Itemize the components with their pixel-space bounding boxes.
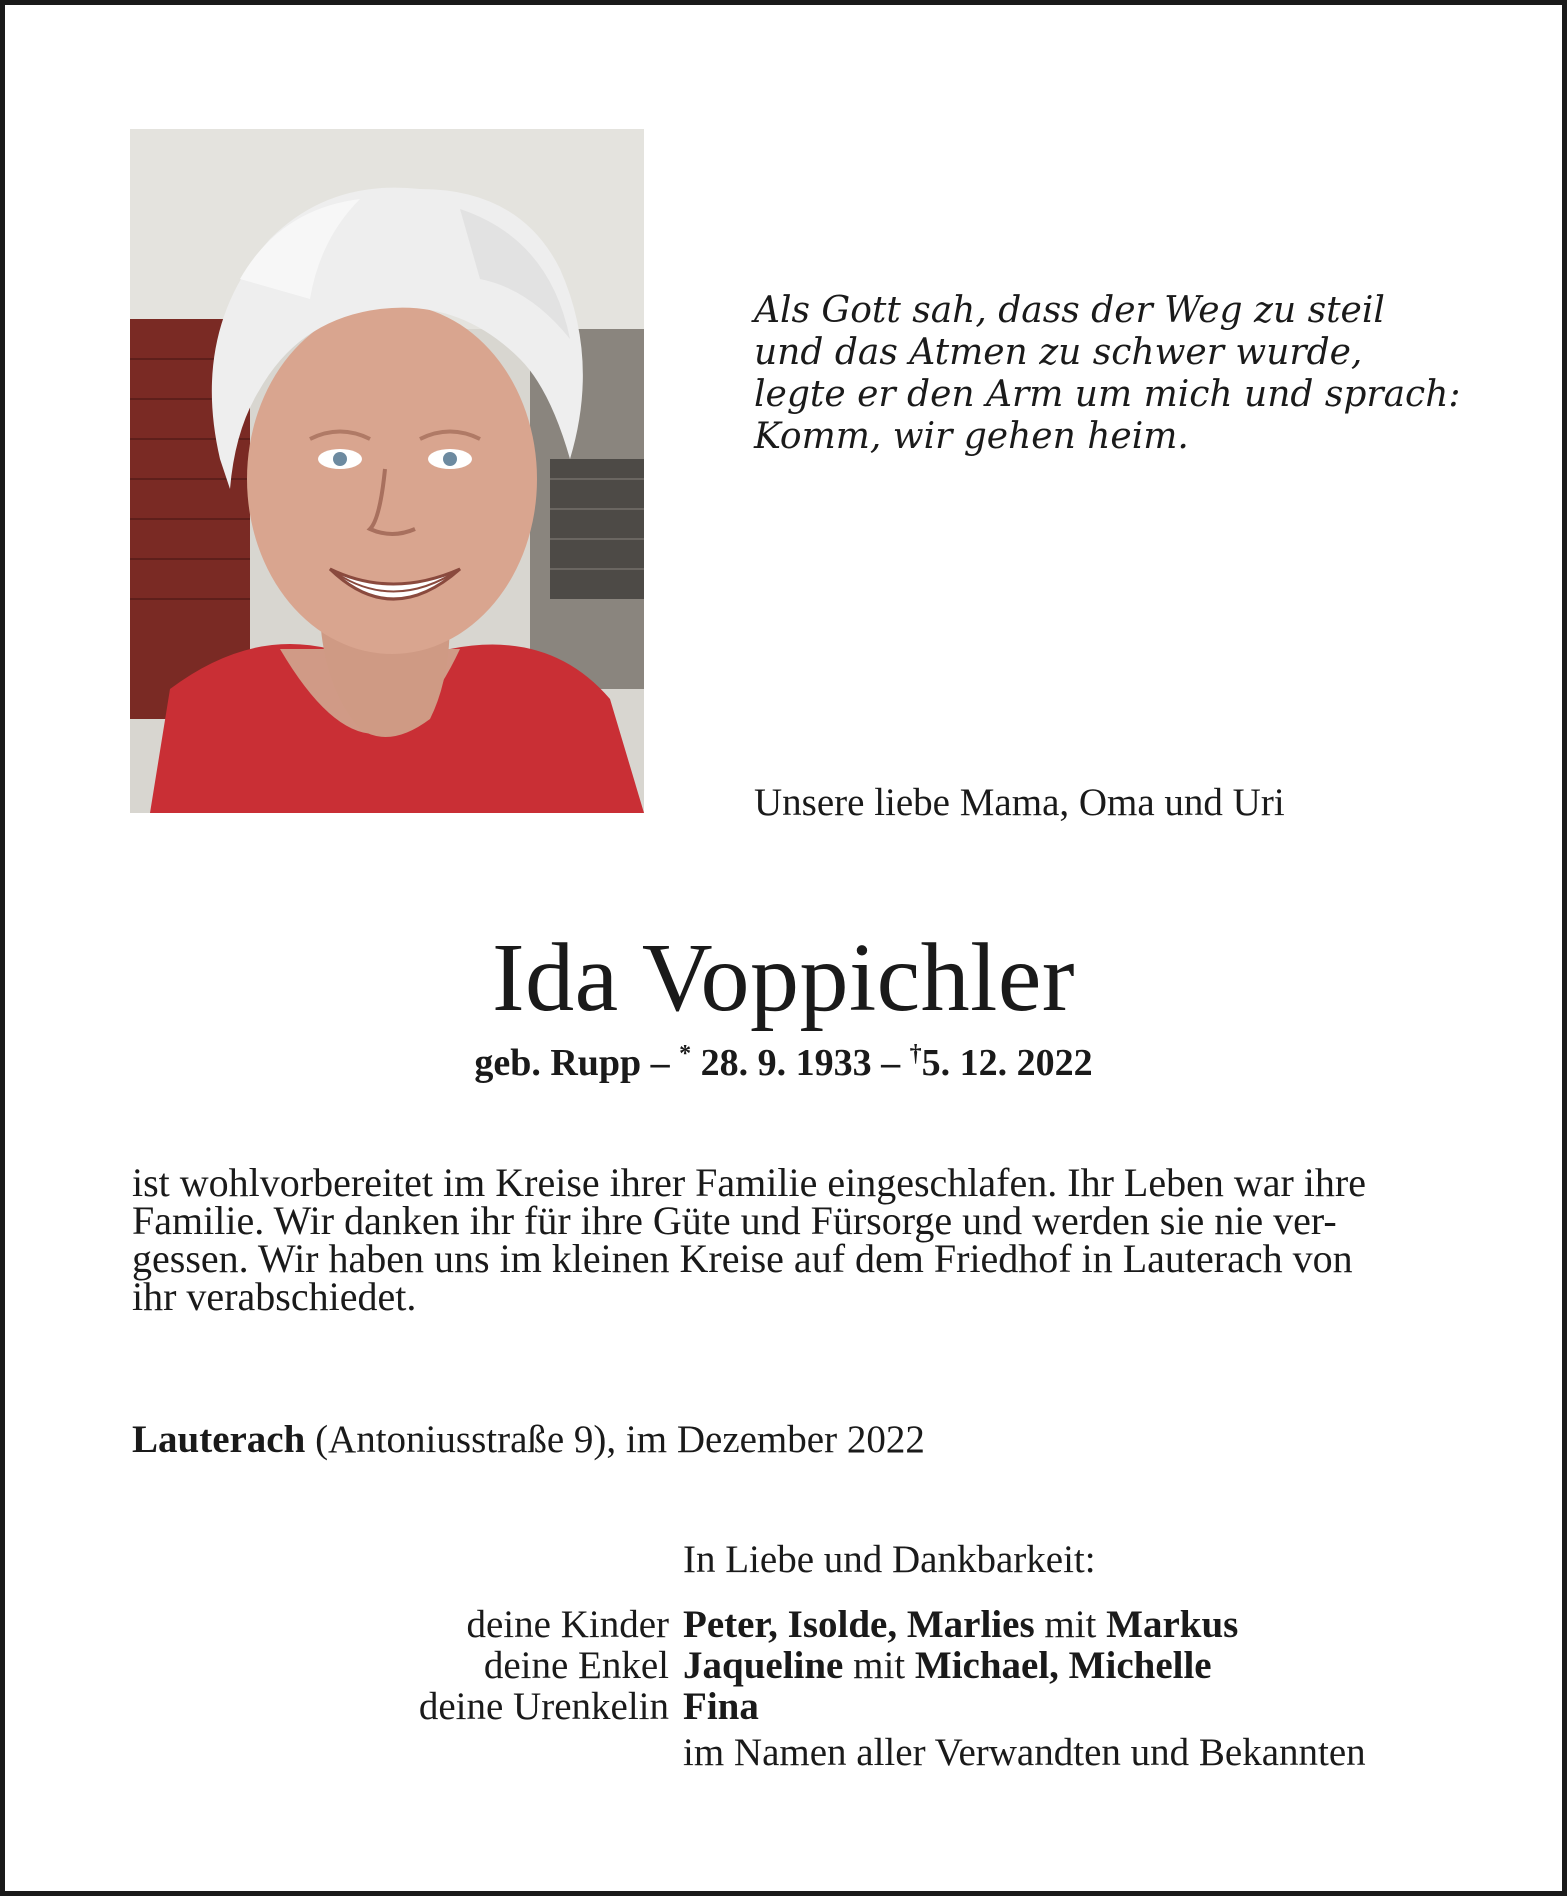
names-primary: Jaqueline [683,1644,844,1687]
family-names [683,1602,1238,1647]
closing-line: im Namen aller Verwandten und Bekannten [683,1731,1366,1774]
place-and-date [132,1417,925,1462]
thanks-line: In Liebe und Dankbarkeit: [683,1538,1096,1581]
quote-line: Komm, wir gehen heim. [754,416,1189,457]
names-primary: Fina [683,1685,759,1728]
family-list [5,1602,1562,1728]
place-address-date: (Antoniusstraße 9), im Dezember 2022 [305,1418,925,1461]
birth-symbol: * [679,1041,692,1067]
quote-block [754,290,1461,458]
life-dates [5,1041,1562,1085]
deceased-name: Ida Voppichler [491,924,1076,1032]
obituary-text [132,1160,1442,1319]
family-row-enkel [5,1643,1562,1687]
quote-line: und das Atmen zu schwer wurde, [754,332,1363,373]
names-secondary: Markus [1106,1603,1239,1646]
names-secondary: Michael, Michelle [914,1644,1212,1687]
quote-line: Als Gott sah, dass der Weg zu steil [754,290,1385,331]
family-relation: deine Enkel [483,1644,669,1687]
death-symbol: † [909,1041,922,1067]
portrait-photo [130,129,644,813]
place-town: Lauterach [132,1418,306,1461]
family-names [683,1643,1212,1688]
family-relation: deine Urenkelin [418,1685,669,1728]
quote-line: legte er den Arm um mich und sprach: [754,374,1461,415]
body-line: gessen. Wir haben uns im kleinen Kreise auf dem Friedhof in Lauterach von [132,1236,1353,1281]
birth-date: 28. 9. 1933 – [700,1042,901,1084]
maiden-name: geb. Rupp – [474,1042,670,1084]
body-line: ihr verabschiedet. [132,1274,417,1319]
names-joiner: mit [843,1644,915,1687]
family-relation: deine Kinder [466,1603,669,1646]
portrait-illustration [130,129,644,813]
family-row-urenkel [5,1684,1562,1728]
body-line: ist wohlvorbereitet im Kreise ihrer Familie eingeschlafen. Ihr Leben war ihre [132,1160,1366,1205]
family-names [683,1684,759,1729]
family-row-kinder [5,1602,1562,1646]
intro-line: Unsere liebe Mama, Oma und Uri [754,781,1285,824]
death-date: 5. 12. 2022 [921,1042,1093,1084]
names-primary: Peter, Isolde, Marlies [683,1603,1035,1646]
body-line: Familie. Wir danken ihr für ihre Güte und Fürsorge und werden sie nie ver- [132,1198,1337,1243]
names-joiner: mit [1034,1603,1107,1646]
